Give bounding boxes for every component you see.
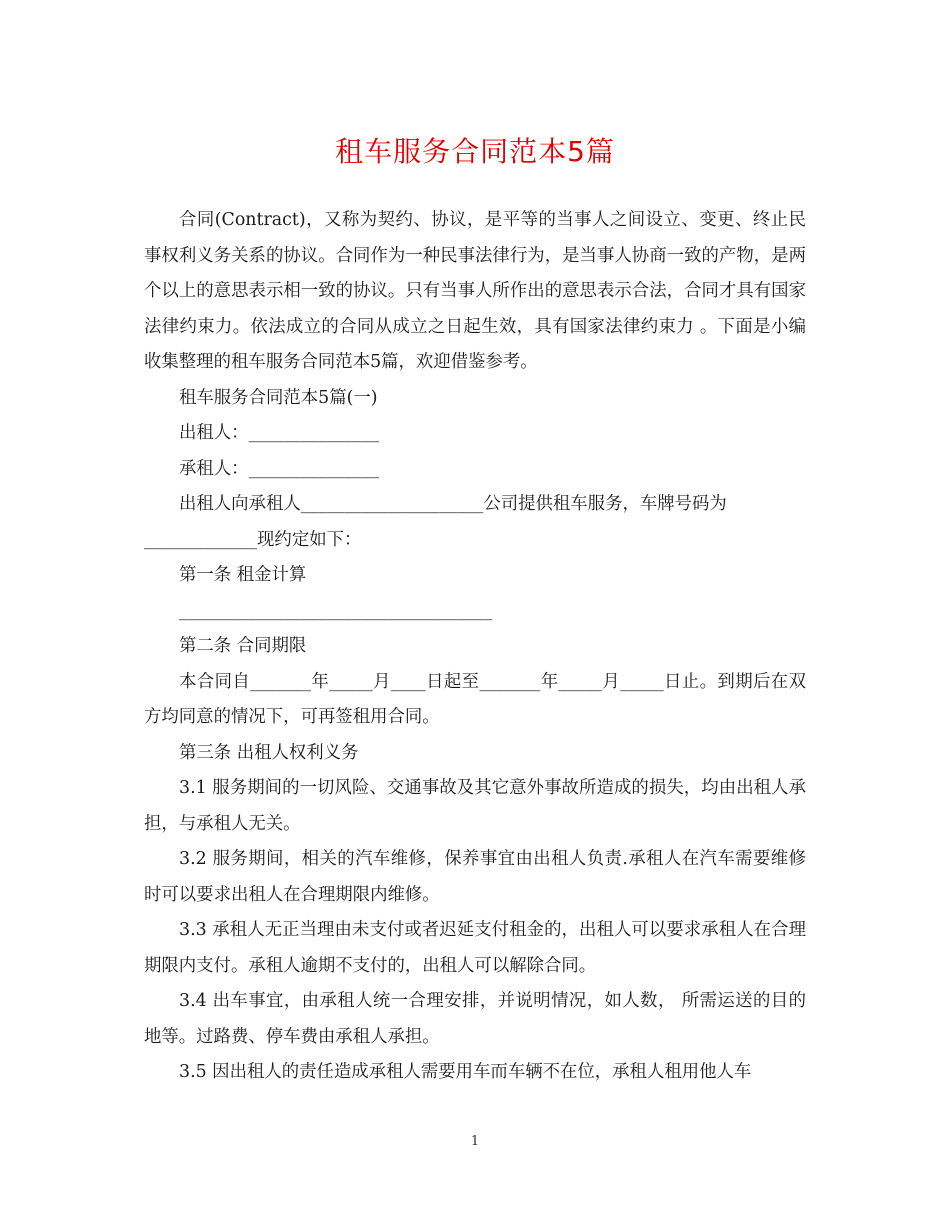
article-2-paragraph: 本合同自_______年_____月____日起至_______年_____月_____日止。到期后在双方均同意的情况下，可再签租用合同。 — [144, 671, 806, 727]
document-title: 租车服务合同范本5篇 — [335, 135, 615, 168]
clause-3-2: 3.2 服务期间，相关的汽车维修，保养事宜由出租人负责.承租人在汽车需要维修时可以要求出租人在合理期限内维修。 — [144, 849, 806, 905]
page-number: 1 — [470, 1134, 480, 1149]
contract-heading: 租车服务合同范本5篇(一) — [179, 387, 378, 408]
service-line-continued: _____________现约定如下： — [144, 529, 362, 550]
service-line: 出租人向承租人_____________________公司提供租车服务，车牌号码为 — [179, 494, 727, 514]
article-1-heading: 第一条 租金计算 — [179, 565, 307, 585]
article-1-blank: ____________________________________ — [179, 600, 493, 621]
lessee-line: 承租人：_______________ — [179, 458, 379, 479]
document-body — [144, 203, 806, 1091]
clause-3-5: 3.5 因出租人的责任造成承租人需要用车而车辆不在位，承租人租用他人车 — [179, 1062, 752, 1082]
clause-3-1: 3.1 服务期间的一切风险、交通事故及其它意外事故所造成的损失，均由出租人承担，与承租人无关。 — [144, 778, 806, 834]
lessor-line: 出租人：_______________ — [179, 423, 379, 443]
clause-3-4: 3.4 出车事宜，由承租人统一合理安排，并说明情况，如人数， 所需运送的目的地等。过路费、停车费由承租人承担。 — [144, 991, 806, 1047]
clause-3-3: 3.3 承租人无正当理由未支付或者迟延支付租金的，出租人可以要求承租人在合理期限内支付。承租人逾期不支付的，出租人可以解除合同。 — [144, 920, 806, 976]
article-2-heading: 第二条 合同期限 — [179, 636, 307, 656]
article-3-heading: 第三条 出租人权利义务 — [179, 742, 359, 763]
intro-paragraph: 合同(Contract)，又称为契约、协议，是平等的当事人之间设立、变更、终止民事权利义务关系的协议。合同作为一种民事法律行为，是当事人协商一致的产物，是两个以上的意思表示相一致的协议。只有当事人所作出的意思表示合法，合同才具有国家法律约束力。依法成立的合同从成立之日起生效，具有国家法律约束力 。下面是小编收集整理的租车服务合同范本5篇，欢迎借鉴参考。 — [144, 210, 806, 372]
